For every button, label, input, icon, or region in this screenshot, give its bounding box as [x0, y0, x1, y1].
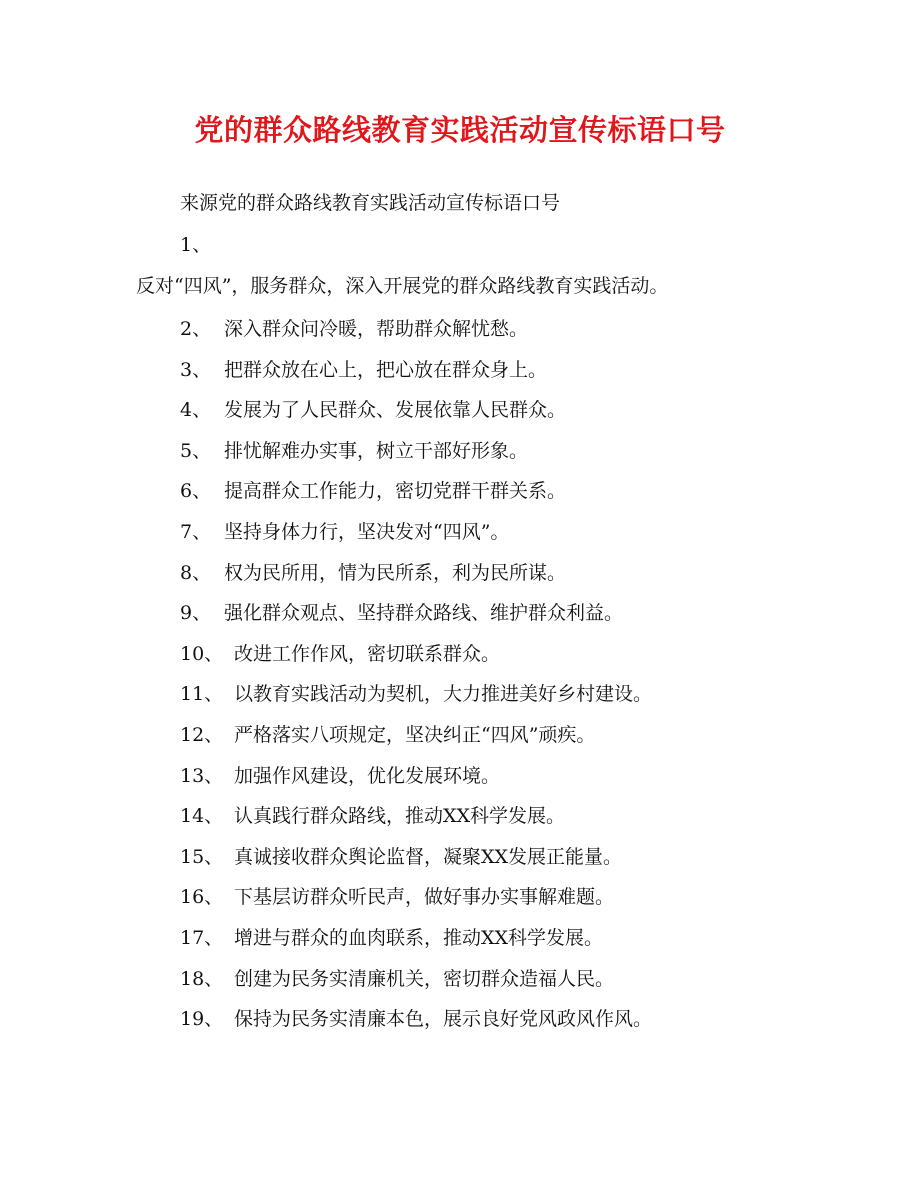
list-item-number: 7、 [180, 520, 212, 543]
page-title: 党的群众路线教育实践活动宣传标语口号 [194, 113, 726, 147]
list-item-number: 11、 [180, 683, 224, 706]
list-item-text: 反对“四风”，服务群众，深入开展党的群众路线教育实践活动。 [136, 275, 669, 297]
source-line: 来源党的群众路线教育实践活动宣传标语口号 [180, 192, 561, 214]
list-item [180, 314, 652, 355]
list-item-number: 3、 [180, 358, 212, 381]
list-item-number: 2、 [180, 318, 212, 340]
list-item-text: 权为民所用，情为民所系，利为民所谋。 [224, 561, 567, 584]
list-item-text: 创建为民务实清廉机关，密切群众造福人民。 [234, 967, 615, 990]
list-item-number: 8、 [180, 561, 212, 584]
list-item [180, 476, 652, 517]
list-item-text: 严格落实八项规定，坚决纠正“四风”顽疾。 [234, 723, 596, 746]
list-item [180, 720, 652, 761]
list-item-text: 认真践行群众路线，推动XX科学发展。 [234, 805, 566, 828]
list-item-text: 下基层访群众听民声，做好事办实事解难题。 [234, 886, 615, 909]
list-item-text: 加强作风建设，优化发展环境。 [234, 764, 501, 787]
list-item-number: 5、 [180, 439, 212, 462]
list-item [180, 355, 652, 396]
list-item-text: 以教育实践活动为契机，大力推进美好乡村建设。 [234, 683, 653, 706]
list-item-text: 提高群众工作能力，密切党群干群关系。 [224, 480, 567, 503]
list-item-number: 9、 [180, 602, 212, 625]
list-item-text: 坚持身体力行，坚决发对“四风”。 [224, 520, 510, 543]
list-item [180, 679, 652, 720]
list-item-number: 12、 [180, 723, 224, 746]
list-item-number: 15、 [180, 845, 224, 868]
list-item [180, 598, 652, 639]
list-item-text: 排忧解难办实事，树立干部好形象。 [224, 439, 529, 462]
list-item-number: 6、 [180, 480, 212, 503]
list-item-number: 16、 [180, 886, 224, 909]
list-item-number: 14、 [180, 805, 224, 828]
list-item-number: 4、 [180, 399, 212, 422]
list-item [180, 558, 652, 599]
list-item [180, 882, 652, 923]
list-item-text: 强化群众观点、坚持群众路线、维护群众利益。 [224, 602, 624, 625]
list-item [180, 761, 652, 802]
list-item [180, 395, 652, 436]
list-item-number: 1、 [180, 234, 212, 256]
list-item [180, 517, 652, 558]
list-item-number: 18、 [180, 967, 224, 990]
list-item [180, 436, 652, 477]
list-item-number: 10、 [180, 642, 224, 665]
list-item [180, 801, 652, 842]
list-item-number: 13、 [180, 764, 224, 787]
list-item-text: 真诚接收群众舆论监督，凝聚XX发展正能量。 [234, 845, 623, 868]
list-item-number: 17、 [180, 926, 224, 949]
list-item [180, 842, 652, 883]
list-item [180, 964, 652, 1005]
list-item-number: 19、 [180, 1008, 224, 1031]
list-item-text: 改进工作作风，密切联系群众。 [234, 642, 501, 665]
list-item-text: 增进与群众的血肉联系，推动XX科学发展。 [234, 926, 604, 949]
list-item-text: 把群众放在心上，把心放在群众身上。 [224, 358, 548, 381]
list-item-text: 发展为了人民群众、发展依靠人民群众。 [224, 399, 567, 422]
list-item-text: 深入群众问冷暖，帮助群众解忧愁。 [224, 318, 529, 340]
list-item [180, 1004, 652, 1045]
list-item [180, 923, 652, 964]
slogan-list [180, 314, 652, 1045]
list-item [180, 639, 652, 680]
list-item-text: 保持为民务实清廉本色，展示良好党风政风作风。 [234, 1008, 653, 1031]
